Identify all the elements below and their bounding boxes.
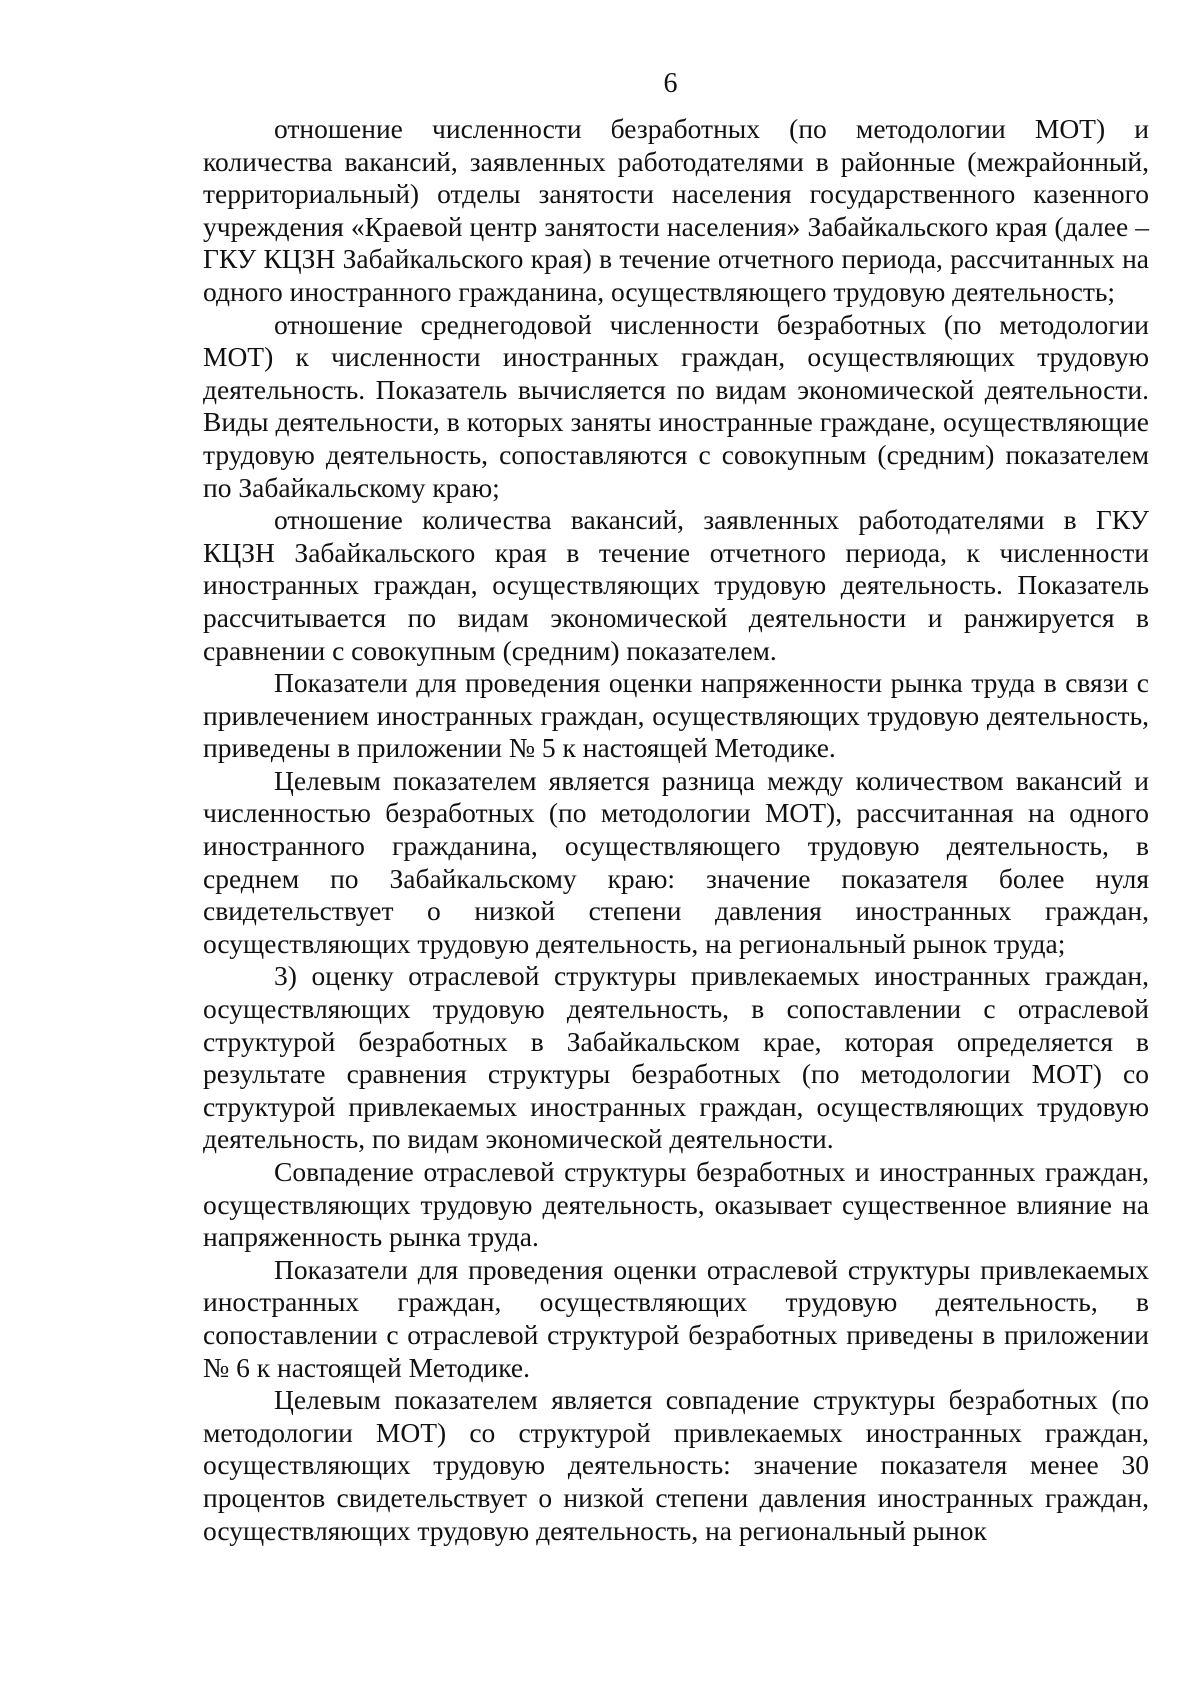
paragraph-vacancy-foreign-ratio: отношение количества вакансий, заявленных работодателями в ГКУ КЦЗН Забайкальского края в течение отчетного периода, к численности иностранных граждан, осуществляющих трудовую деятельность. Показатель рассчитывается по видам экономической деятельности и ранжируется в сравнении с совокупным (средним) показателем. — [203, 504, 1149, 666]
paragraph-unemployment-vacancy-ratio: отношение численности безработных (по методологии МОТ) и количества вакансий, заявленных работодателями в районные (межрайонный, территориальный) отделы занятости населения государственного казенного учреждения «Краевой центр занятости населения» Забайкальского края (далее – ГКУ КЦЗН Забайкальского края) в течение отчетного периода, рассчитанных на одного иностранного гражданина, осуществляющего трудовую деятельность; — [203, 113, 1149, 307]
page-number: 6 — [663, 68, 678, 99]
paragraph-appendix-5-reference: Показатели для проведения оценки напряженности рынка труда в связи с привлечением иностранных граждан, осуществляющих трудовую деятельность, приведены в приложении № 5 к настоящей Методике. — [203, 667, 1149, 764]
document-body — [203, 113, 1149, 1547]
paragraph-appendix-6-reference: Показатели для проведения оценки отраслевой структуры привлекаемых иностранных граждан, осуществляющих трудовую деятельность, в сопоставлении с отраслевой структурой безработных приведены в приложении № 6 к настоящей Методике. — [203, 1253, 1149, 1383]
paragraph-structure-coincidence: Совпадение отраслевой структуры безработных и иностранных граждан, осуществляющих трудовую деятельность, оказывает существенное влияние на напряженность рынка труда. — [203, 1156, 1149, 1253]
paragraph-average-unemployment-ratio: отношение среднегодовой численности безработных (по методологии МОТ) к численности иностранных граждан, осуществляющих трудовую деятельность. Показатель вычисляется по видам экономической деятельности. Виды деятельности, в которых заняты иностранные граждане, осуществляющие трудовую деятельность, сопоставляются с совокупным (средним) показателем по Забайкальскому краю; — [203, 308, 1149, 503]
paragraph-target-indicator-coincidence: Целевым показателем является совпадение структуры безработных (по методологии МОТ) со структурой привлекаемых иностранных граждан, осуществляющих трудовую деятельность: значение показателя менее 30 процентов свидетельствует о низкой степени давления иностранных граждан, осуществляющих трудовую деятельность, на региональный рынок — [203, 1384, 1149, 1546]
paragraph-target-indicator-difference: Целевым показателем является разница между количеством вакансий и численностью безработных (по методологии МОТ), рассчитанная на одного иностранного гражданина, осуществляющего трудовую деятельность, в среднем по Забайкальскому краю: значение показателя более нуля свидетельствует о низкой степени давления иностранных граждан, осуществляющих трудовую деятельность, на региональный рынок труда; — [203, 764, 1149, 959]
paragraph-item-3-sector-structure: 3) оценку отраслевой структуры привлекаемых иностранных граждан, осуществляющих трудовую деятельность, в сопоставлении с отраслевой структурой безработных в Забайкальском крае, которая определяется в результате сравнения структуры безработных (по методологии МОТ) со структурой привлекаемых иностранных граждан, осуществляющих трудовую деятельность, по видам экономической деятельности. — [203, 960, 1149, 1155]
